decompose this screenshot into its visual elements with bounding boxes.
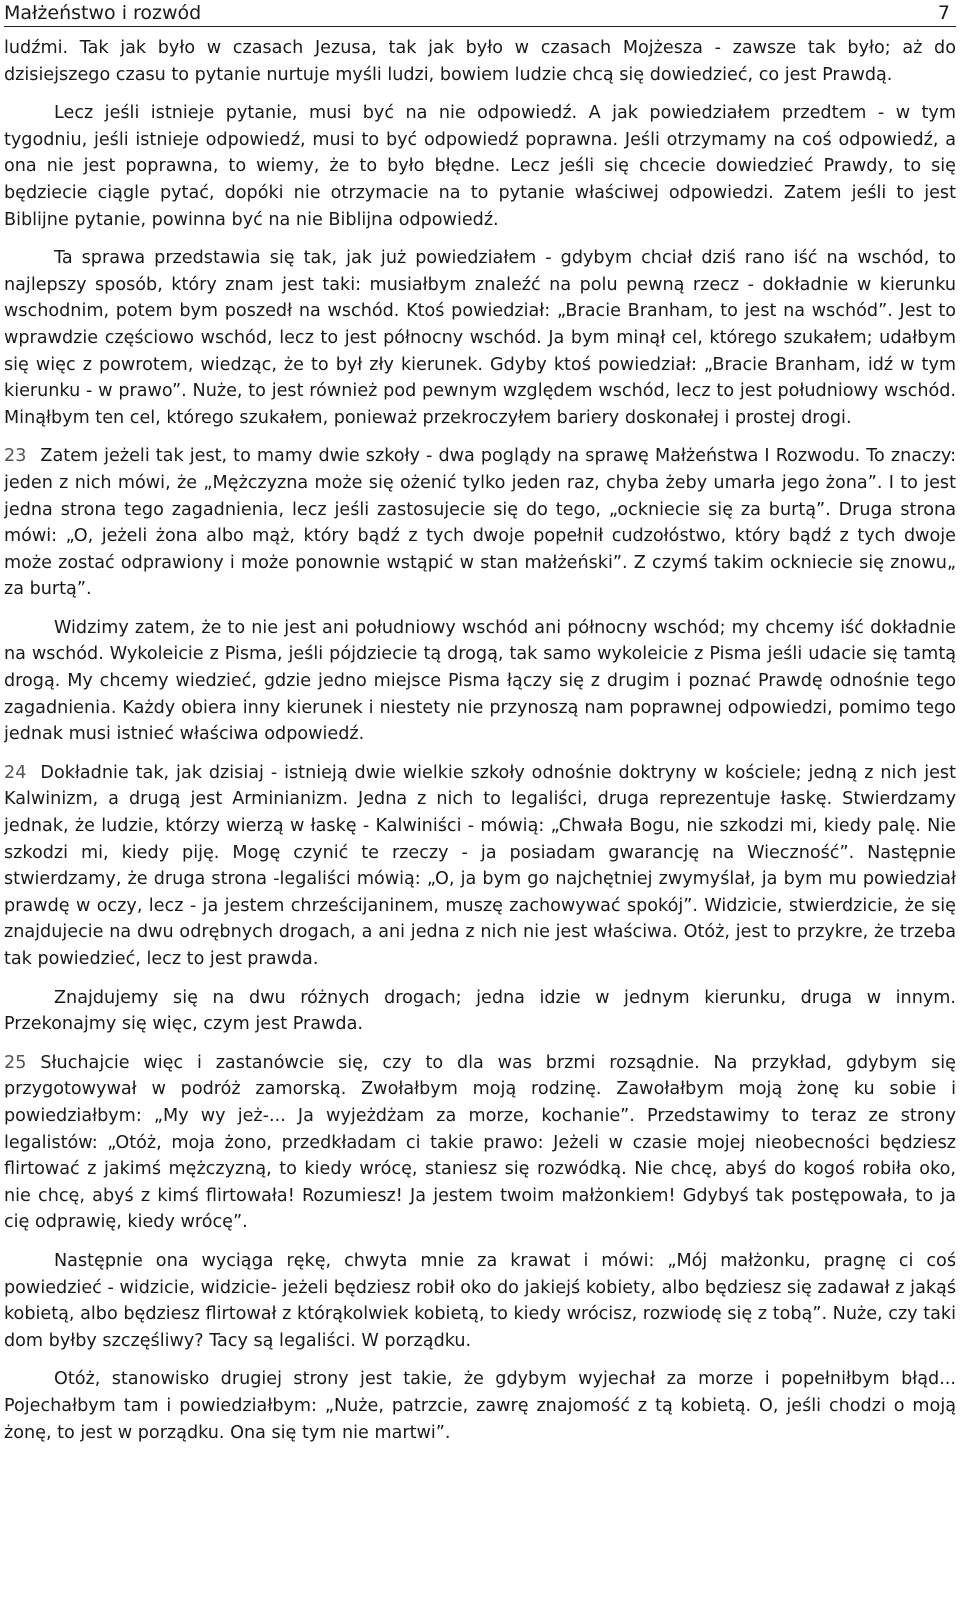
paragraph-text: Słuchajcie więc i zastanówcie się, czy to dla was brzmi rozsądnie. Na przykład, gdybym się przygotowywał w podróż zamorską. Zwołałbym moją rodzinę. Zawołałbym moją żonę ku sobie i powiedziałbym: „My wy jeż-... Ja wyjeżdżam za morze, kochanie”. Przedstawimy to teraz ze strony legalistów: „Otóż, moja żono, przedkładam ci takie prawo: Jeżeli w czasie mojej nieobecności będziesz flirtować z jakimś mężczyzną, to kiedy wrócę, staniesz się rozwódką. Nie chcę, abyś do kogoś robiła oko, nie chcę, abyś z kimś flirtowała! Rozumiesz! Ja jestem twoim małżonkiem! Gdybyś tak postępowała, to ja cię odprawię, kiedy wrócę”. — [4, 1052, 956, 1233]
paragraph — [4, 245, 956, 431]
paragraph-text: Następnie ona wyciąga rękę, chwyta mnie za krawat i mówi: „Mój małżonku, pragnę ci coś powiedzieć - widzicie, widzicie- jeżeli będziesz robił oko do jakiejś kobiety, albo będziesz się zadawał z jakąś kobietą, albo będziesz flirtował z którąkolwiek kobietą, to kiedy wrócisz, rozwiodę się z tobą”. Nuże, czy taki dom byłby szczęśliwy? Tacy są legaliści. W porządku. — [4, 1250, 956, 1351]
paragraph — [4, 615, 956, 748]
paragraph — [4, 1366, 956, 1446]
paragraph-text: Znajdujemy się na dwu różnych drogach; jedna idzie w jednym kierunku, druga w innym. Przekonajmy się więc, czym jest Prawda. — [4, 987, 956, 1035]
paragraph-text: Widzimy zatem, że to nie jest ani południowy wschód ani północny wschód; my chcemy iść dokładnie na wschód. Wykoleicie z Pisma, jeśli pójdziecie tą drogą, tak samo wykoleicie z Pisma jeśli udacie się tamtą drogą. My chcemy wiedzieć, gdzie jedno miejsce Pisma łączy się z drugim i poznać Prawdę odnośnie tego zagadnienia. Każdy obiera inny kierunek i niestety nie przynoszą nam poprawnej odpowiedzi, pomimo tego jednak musi istnieć właściwa odpowiedź. — [4, 617, 956, 745]
document-page — [4, 0, 956, 1616]
paragraph-number: 23 — [4, 446, 27, 467]
page-header — [4, 0, 956, 27]
paragraph-text: Dokładnie tak, jak dzisiaj - istnieją dwie wielkie szkoły odnośnie doktryny w kościele; jedną z nich jest Kalwinizm, a drugą jest Arminianizm. Jedna z nich to legaliści, druga reprezentuje łaskę. Stwierdzamy jednak, że ludzie, którzy wierzą w łaskę - Kalwiniści - mówią: „Chwała Bogu, nie szkodzi mi, kiedy palę. Nie szkodzi mi, kiedy piję. Mogę czynić te rzeczy - ja posiadam gwarancję na Wieczność”. Następnie stwierdzamy, że druga strona -legaliści mówią: „O, ja bym go najchętniej zwymyślał, ja bym mu powiedział prawdę w oczy, lecz - ja jestem chrześcijaninem, muszę zachowywać spokój”. Widzicie, stwierdzicie, że się znajdujecie na dwu odrębnych drogach, a ani jedna z nich nie jest właściwa. Otóż, jest to przykre, że trzeba tak powiedzieć, lecz to jest prawda. — [4, 762, 956, 969]
paragraph-text: Lecz jeśli istnieje pytanie, musi być na nie odpowiedź. A jak powiedziałem przedtem - w tym tygodniu, jeśli istnieje odpowiedź, musi to być odpowiedź poprawna. Jeśli otrzymamy na coś odpowiedź, a ona nie jest poprawna, to wiemy, że to było błędne. Lecz jeśli się chcecie dowiedzieć Prawdy, to się będziecie ciągle pytać, dopóki nie otrzymacie na to pytanie właściwej odpowiedzi. Zatem jeśli to jest Biblijne pytanie, powinna być na nie Biblijna odpowiedź. — [4, 103, 956, 230]
paragraph — [4, 760, 956, 973]
paragraph — [4, 443, 956, 603]
paragraph — [4, 35, 956, 88]
paragraph-text: Otóż, stanowisko drugiej strony jest takie, że gdybym wyjechał za morze i popełniłbym błąd... Pojechałbym tam i powiedziałbym: „Nuże, patrzcie, zawrę znajomość z tą kobietą. O, jeśli chodzi o moją żonę, to jest w porządku. Ona się tym nie martwi”. — [4, 1369, 956, 1443]
document-body — [4, 35, 956, 1446]
document-title: Małżeństwo i rozwód — [4, 2, 202, 24]
paragraph-number: 24 — [4, 762, 27, 783]
paragraph — [4, 100, 956, 233]
paragraph-number: 25 — [4, 1052, 27, 1073]
paragraph — [4, 985, 956, 1038]
paragraph — [4, 1248, 956, 1354]
paragraph-text: Ta sprawa przedstawia się tak, jak już powiedziałem - gdybym chciał dziś rano iść na wschód, to najlepszy sposób, który znam jest taki: musiałbym znaleźć na polu pewną rzecz - dokładnie w kierunku wschodnim, potem bym poszedł na wschód. Ktoś powiedział: „Bracie Branham, to jest na wschód”. Jest to wprawdzie częściowo wschód, lecz to jest północny wschód. Ja bym minął cel, którego szukałem; udałbym się więc z powrotem, wiedząc, że to był zły kierunek. Gdyby ktoś powiedział: „Bracie Branham, idź w tym kierunku - w prawo”. Nuże, to jest również pod pewnym względem wschód, lecz to jest południowy wschód. Minąłbym ten cel, którego szukałem, ponieważ przekroczyłem bariery doskonałej i prostej drogi. — [4, 248, 956, 428]
paragraph — [4, 1050, 956, 1236]
page-number: 7 — [937, 2, 950, 24]
paragraph-text: ludźmi. Tak jak było w czasach Jezusa, tak jak było w czasach Mojżesza - zawsze tak było; aż do dzisiejszego czasu to pytanie nurtuje myśli ludzi, bowiem ludzie chcą się dowiedzieć, co jest Prawdą. — [4, 38, 956, 85]
paragraph-text: Zatem jeżeli tak jest, to mamy dwie szkoły - dwa poglądy na sprawę Małżeństwa I Rozwodu. To znaczy: jeden z nich mówi, że „Mężczyzna może się ożenić tylko jeden raz, chyba żeby umarła jego żona”. I to jest jedna strona tego zagadnienia, lecz jeśli zastosujecie się do tego, „ockniecie się za burtą”. Druga strona mówi: „O, jeżeli żona albo mąż, który bądź z tych dwoje popełnił cudzołóstwo, który bądź z tych dwoje może zostać odprawiony i może ponownie wstąpić w stan małżeński”. Z czymś takim ockniecie się znowu„ za burtą”. — [4, 446, 956, 600]
